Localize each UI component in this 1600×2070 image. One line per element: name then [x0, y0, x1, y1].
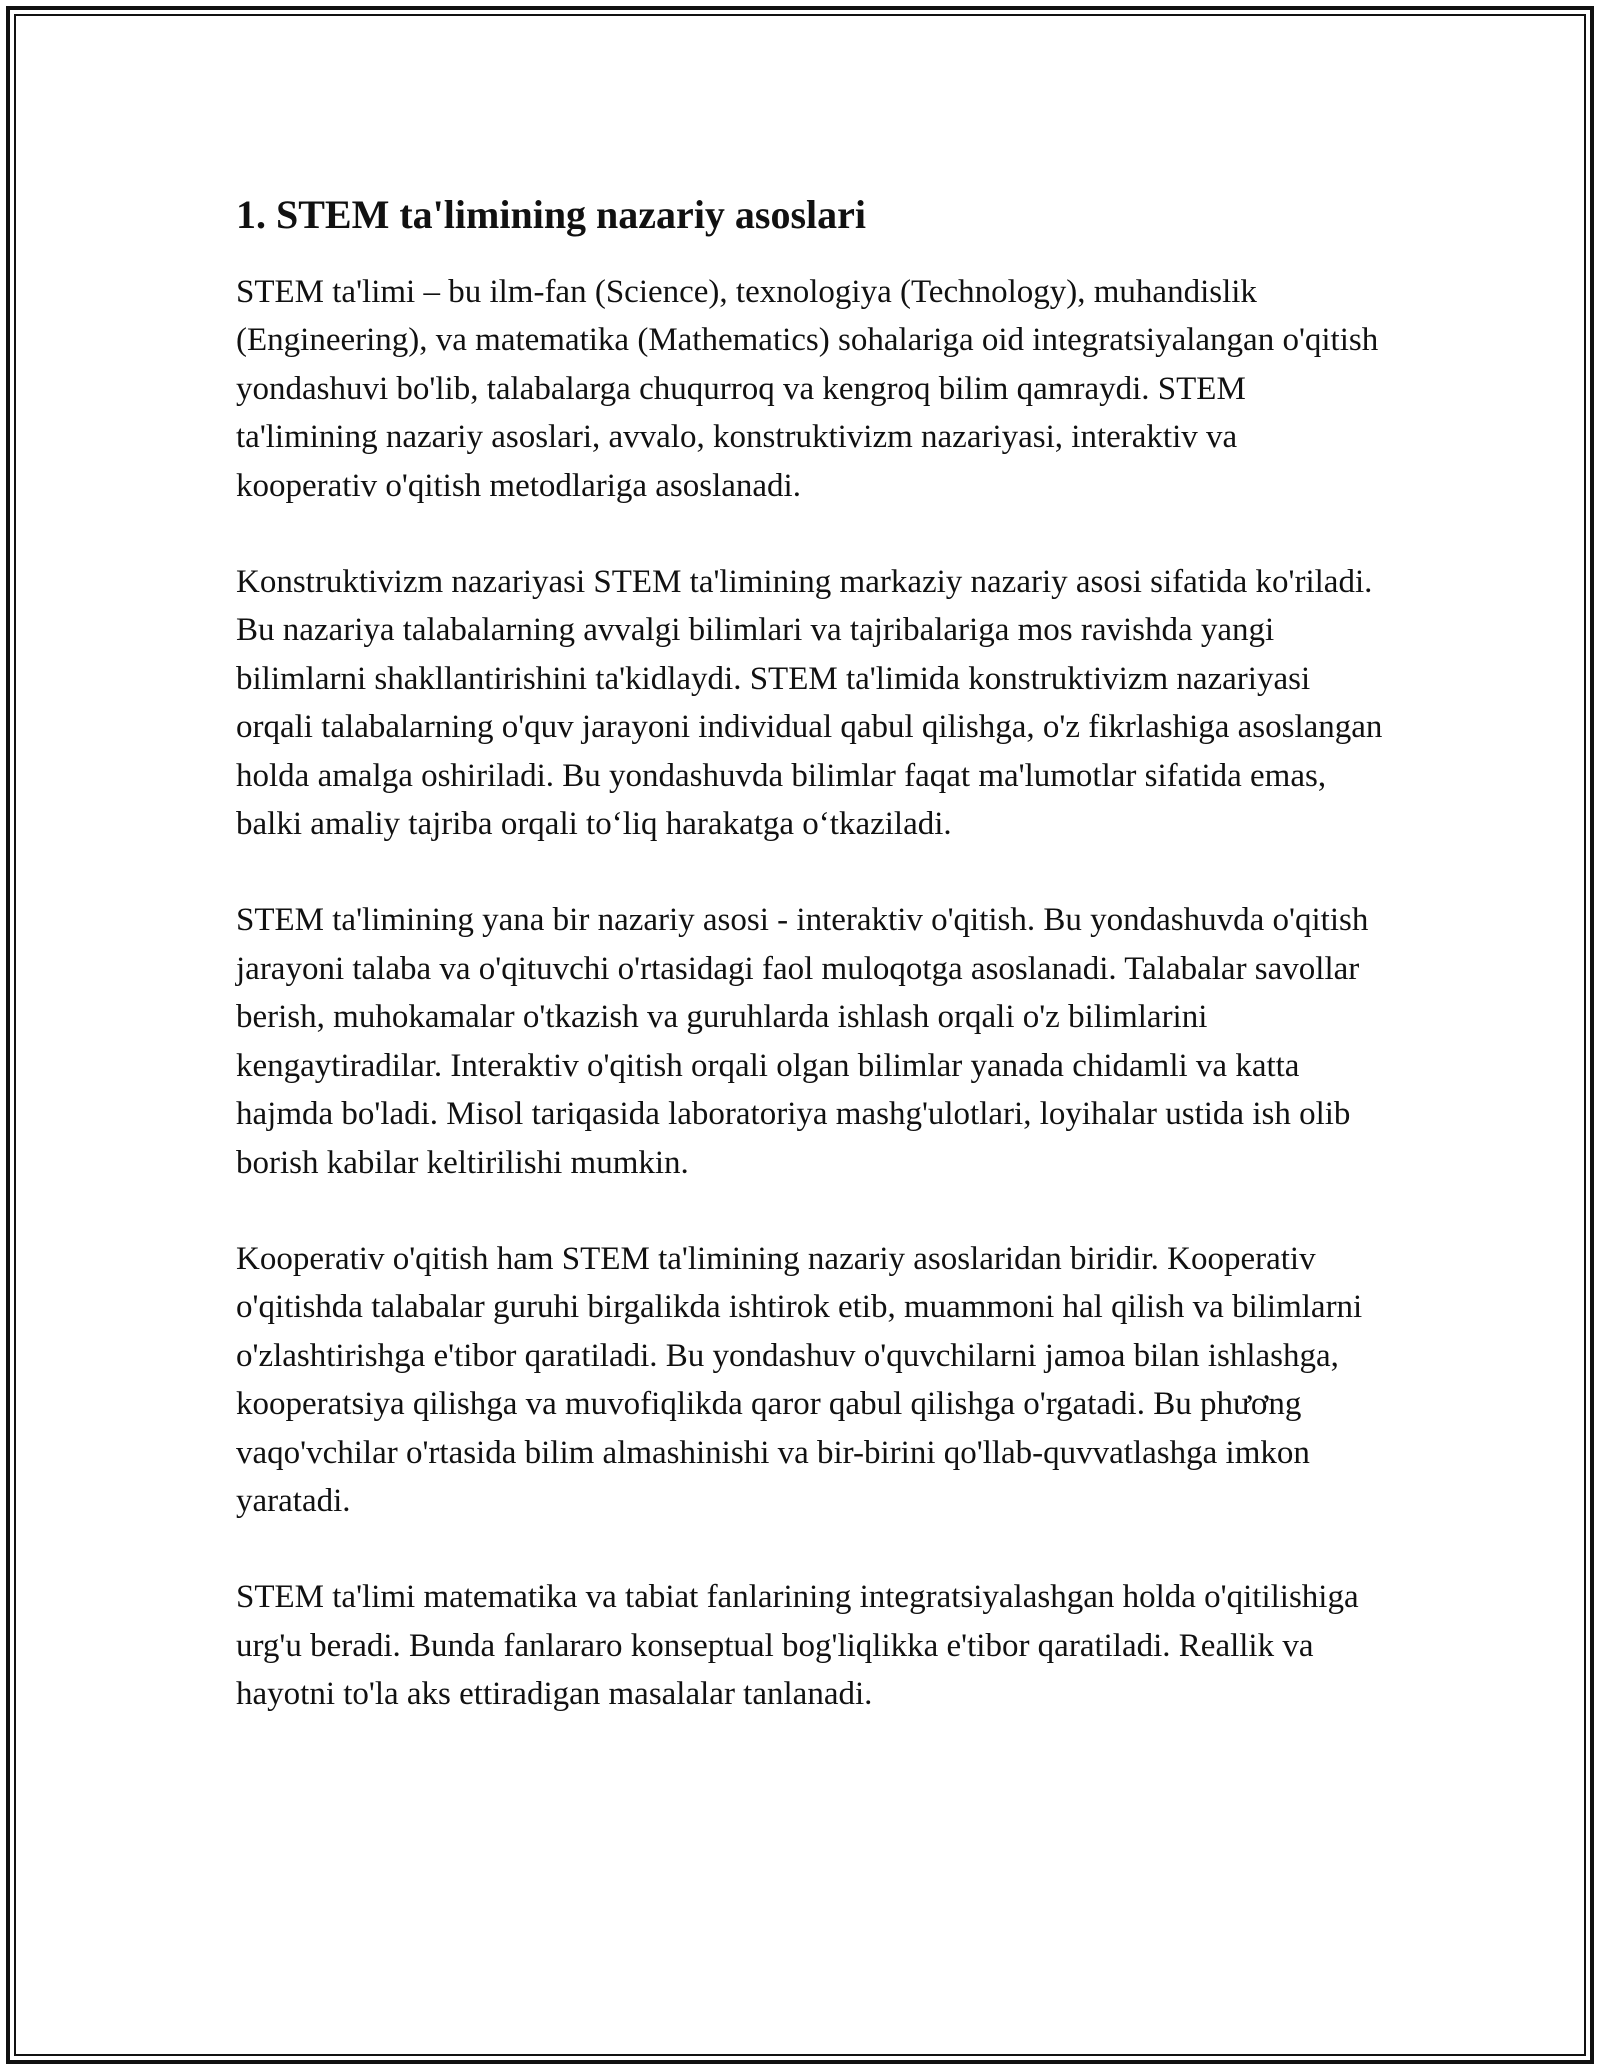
paragraph-intro: STEM ta'limi – bu ilm-fan (Science), texnologiya (Technology), muhandislik (Engineering), va matematika (Mathematics) sohalariga oid integratsiyalangan o'qitish yondashuvi bo'lib, talabalarga chuqurroq va kengroq bilim qamraydi. STEM ta'limining nazariy asoslari, avvalo, konstruktivizm nazariyasi, interaktiv va kooperativ o'qitish metodlariga asoslanadi.: [236, 274, 1379, 504]
paragraph-cooperative: Kooperativ o'qitish ham STEM ta'limining nazariy asoslaridan biridir. Kooperativ o'qitishda talabalar guruhi birgalikda ishtirok etib, muammoni hal qilish va bilimlarni o'zlashtirishga e'tibor qaratiladi. Bu yondashuv o'quvchilarni jamoa bilan ishlashga, kooperatsiya qilishga va muvofiqlikda qaror qabul qilishga o'rgatadi. Bu phương vaqo'vchilar o'rtasida bilim almashinishi va bir-birini qo'llab-quvvatlashga imkon yaratadi.: [236, 1240, 1363, 1519]
section-heading: 1. STEM ta'limining nazariy asoslari: [236, 192, 867, 237]
paragraph-integration: STEM ta'limi matematika va tabiat fanlarining integratsiyalashgan holda o'qitilishiga urg'u beradi. Bunda fanlararo konseptual bog'liqlikka e'tibor qaratiladi. Reallik va hayotni to'la aks ettiradigan masalalar tanlanadi.: [236, 1579, 1359, 1713]
document-body: [236, 186, 1386, 1767]
paragraph-interactive: STEM ta'limining yana bir nazariy asosi - interaktiv o'qitish. Bu yondashuvda o'qitish jarayoni talaba va o'qituvchi o'rtasidagi faol muloqotga asoslanadi. Talabalar savollar berish, muhokamalar o'tkazish va guruhlarda ishlash orqali o'z bilimlarini kengaytiradilar. Interaktiv o'qitish orqali olgan bilimlar yanada chidamli va katta hajmda bo'ladi. Misol tariqasida laboratoriya mashg'ulotlari, loyihalar ustida ish olib borish kabilar keltirilishi mumkin.: [236, 902, 1369, 1181]
paragraph-constructivism: Konstruktivizm nazariyasi STEM ta'limining markaziy nazariy asosi sifatida ko'riladi. Bu nazariya talabalarning avvalgi bilimlari va tajribalariga mos ravishda yangi bilimlarni shakllantirishini ta'kidlaydi. STEM ta'limida konstruktivizm nazariyasi orqali talabalarning o'quv jarayoni individual qabul qilishga, o'z fikrlashiga asoslangan holda amalga oshiriladi. Bu yondashuvda bilimlar faqat ma'lumotlar sifatida emas, balki amaliy tajriba orqali to‘liq harakatga o‘tkaziladi.: [236, 564, 1383, 843]
